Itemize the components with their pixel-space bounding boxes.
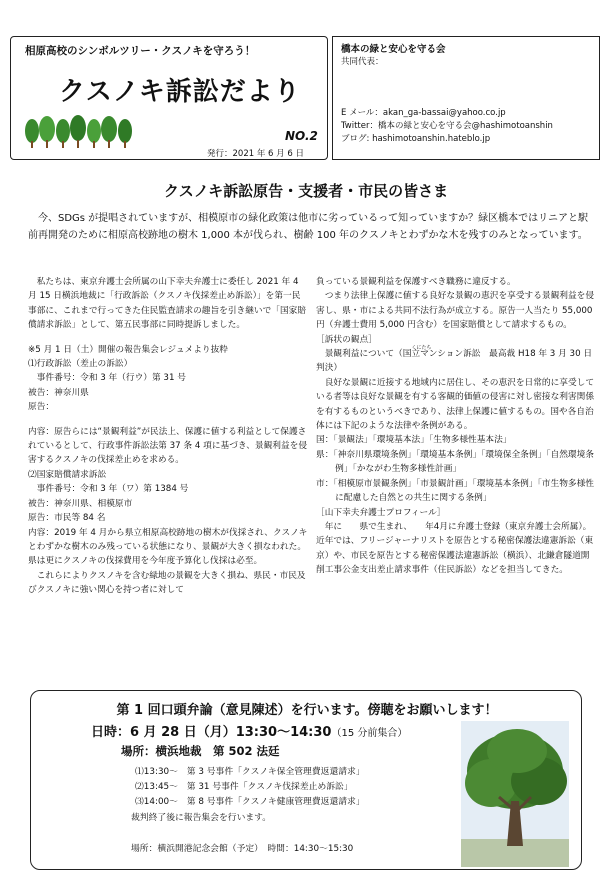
intro-paragraph — [28, 210, 590, 244]
section-1-plaintiff: 原告： — [28, 402, 55, 413]
hearing-notice-box — [30, 690, 582, 870]
left-column — [28, 275, 308, 598]
masthead-tagline: 相原高校のシンボルツリー・クスノキを守ろう！ — [25, 45, 256, 57]
contact-email: E メール：akan_ga-bassai@yahoo.co.jp — [341, 108, 506, 118]
landscape-benefit-paragraph: 良好な景観に近接する地域内に居住し、その恵沢を日常的に享受している者等は良好な景観を有する客観的価値の侵害に対し密接な利害関係を有するものというべきであり、法律上保護に値するもの。国や各自治体には下記のような法律や条例がある。 — [316, 377, 594, 432]
lawyer-profile-heading: ［山下幸夫弁護士プロフィール］ — [316, 507, 446, 518]
section-2-defendant: 被告：神奈川県、相模原市 — [28, 498, 133, 509]
organization-name: 橋本の緑と安心を守る会 — [341, 44, 446, 55]
hearing-case-item: ⑴13:30～ 第 3 号事件「クスノキ保全管理費返還請求」 — [135, 767, 365, 777]
section-2-continuation: これらによりクスノキを含む緑地の景観を大きく損ね、県民・市民及びクスノキに強い関心を持つ者に対して — [28, 570, 306, 596]
section-2-heading: ⑵国家賠償請求訴訟 — [28, 469, 107, 480]
article-headline: クスノキ訴訟原告・支援者・市民の皆さま — [163, 182, 449, 200]
damages-paragraph: つまり法律上保護に値する良好な景観の恵沢を享受する景観利益を侵害し、県・市による共同不法行為が成立する。原告一人当たり 55,000 円（弁護士費用 5,000 円含む）を国家賠償として請求するもの。 — [316, 291, 594, 331]
kunitachi-reading: くにたち — [411, 345, 432, 352]
prefecture-ordinances: 県：「神奈川県環境条例」「環境基本条例」「環境保全条例」「自然環境条例」「かながわ生物多様性計画」 — [316, 449, 594, 475]
viewpoint-heading: ［訴状の観点］ — [316, 334, 377, 345]
masthead — [10, 36, 328, 160]
section-2-plaintiff: 原告：市民等 84 名 — [28, 513, 106, 524]
section-1-defendant: 被告：神奈川県 — [28, 387, 89, 398]
lawyer-profile-text: 年に 県で生まれ、 年4月に弁護士登録（東京弁護士会所属）。近年では、フリージャーナリストを原告とする秘密保護法違憲訴訟（東京）や、市民を原告とする秘密保護法違憲訴訟（横浜）、北鎌倉隧道開削工事公金支出差止請求事件（住民訴訟）などを担当してきた。 — [316, 521, 594, 576]
national-laws: 国：「景観法」「環境基本法」「生物多様性基本法」 — [316, 435, 512, 446]
section-1-case-number: 事件番号：令和 3 年（行ウ）第 31 号 — [36, 373, 186, 384]
contact-blog: ブログ: hashimotoanshin.hateblo.jp — [341, 134, 491, 144]
camphor-tree-photo — [461, 721, 569, 867]
kunitachi-base: 国立 — [402, 349, 421, 360]
section-1-content: 内容：原告らには“景観利益”が民法上、保護に値する利益として保護されているとして、行政事件訴訟法第 37 条 4 項に基づき、景観利益を侵害するクスノキの伐採差止めを求める。 — [28, 426, 308, 466]
case-reference — [316, 347, 596, 376]
hearing-datetime — [91, 721, 407, 740]
lawsuit-summary: 私たちは、東京弁護士会所属の山下幸夫弁護士に委任し 2021 年 4 月 15 日横浜地裁に「行政訴訟（クスノキ伐採差止め訴訟）」を第一民事部に、これまで行ってきた住民監査請求の趣旨を引き継いで「国家賠償請求訴訟」として、第五民事部に同時提訴しました。 — [28, 277, 306, 331]
city-ordinances: 市：「相模原市景観条例」「市景観計画」「環境基本条例」「市生物多様性に配慮した自然との共生に関する条例」 — [316, 478, 594, 504]
kunitachi-ruby — [402, 345, 432, 360]
hearing-datetime-text: 日時：6 月 28 日（月）13:30～14:30 — [91, 725, 332, 740]
publish-date: 発行：2021 年 6 月 6 日 — [207, 149, 304, 159]
case-reference-post: マンション訴訟 最高裁 H18 年 3 月 30 日判決） — [316, 349, 593, 374]
case-reference-pre: 景観利益について（ — [324, 349, 403, 360]
after-hearing-note: 裁判終了後に報告集会を行います。 — [131, 813, 272, 823]
contact-twitter: Twitter：橋本の緑と安心を守る会@hashimotoanshin — [341, 121, 553, 131]
hearing-gather-note: （15 分前集合） — [331, 728, 408, 739]
hearing-case-item: ⑵13:45～ 第 31 号事件「クスノキ伐採差止め訴訟」 — [135, 782, 353, 792]
representative-label: 共同代表： — [341, 57, 384, 67]
intro-text: 今、SDGs が提唱されていますが、相模原市の緑化政策は他市に劣っているって知っていますか？緑区橋本ではリニアと駅前再開発のために相原高校跡地の樹木 1,000 本が伐られ、樹齢 100 年のクスノキとわずかな木を残すのみとなっています。 — [28, 213, 588, 241]
hearing-notice-title: 第 1 回口頭弁論（意見陳述）を行います。傍聴をお願いします！ — [116, 703, 498, 718]
hearing-case-item: ⑶14:00～ 第 8 号事件「クスノキ健康管理費返還請求」 — [135, 797, 365, 807]
section-1-heading: ⑴行政訴訟（差止の訴訟） — [28, 359, 133, 370]
trees-illustration — [23, 115, 141, 149]
right-column — [316, 275, 596, 578]
issue-number: NO.2 — [285, 129, 318, 143]
section-2-content: 内容：2019 年 4 月から県立相原高校跡地の樹木が伐採され、クスノキとわずかな樹木のみ残っている状態になり、景観が大きく損なわれた。県は更にクスノキの伐採費用を今年度予算化し伐採は必至。 — [28, 527, 308, 567]
contact-box — [332, 36, 600, 160]
report-meeting-place: 場所：横浜開港記念会館（予定） 時間：14:30～15:30 — [131, 844, 354, 854]
section-2-case-number: 事件番号：令和 3 年（ワ）第 1384 号 — [36, 484, 189, 495]
report-note: ※5 月 1 日（土）開催の報告集会レジュメより抜粋 — [28, 344, 228, 355]
hearing-venue: 場所：横浜地裁 第 502 法廷 — [121, 744, 280, 758]
continuation-text: 負っている景観利益を保護すべき職務に違反する。 — [316, 277, 516, 287]
hearing-case-list — [135, 765, 365, 810]
newsletter-title: クスノキ訴訟だより — [59, 77, 301, 107]
